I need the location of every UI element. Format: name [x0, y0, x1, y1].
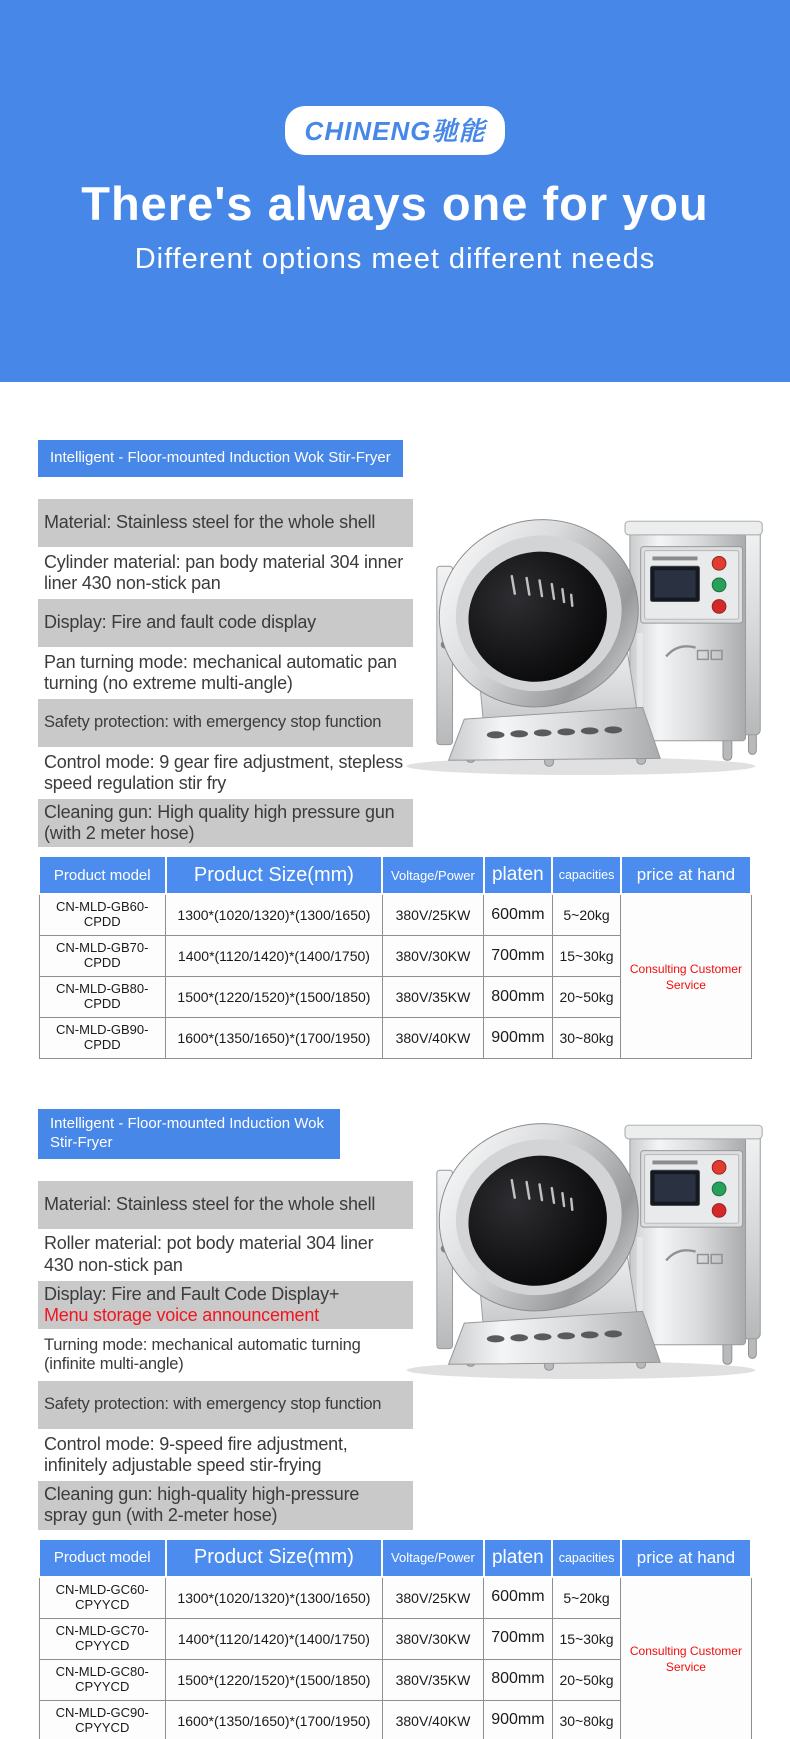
spec-row	[38, 1329, 413, 1381]
spec-text: Control mode: 9-speed fire adjustment, infinitely adjustable speed stir-frying	[44, 1433, 348, 1476]
brand-logo	[285, 106, 506, 155]
spec-text: Safety protection: with emergency stop function	[44, 1395, 382, 1414]
spec-row	[38, 799, 413, 847]
column-header: Product Size(mm)	[166, 1539, 383, 1577]
table-header-row	[39, 1539, 751, 1577]
column-header: Voltage/Power	[382, 1539, 483, 1577]
table-cell: 600mm	[484, 1577, 553, 1619]
table-cell: 380V/25KW	[382, 894, 483, 936]
table-cell: CN-MLD-GC80-CPYYCD	[39, 1659, 166, 1700]
price-cell: Consulting Customer Service	[621, 894, 751, 1059]
product-image-1	[380, 475, 772, 781]
table-cell: 800mm	[484, 1659, 553, 1700]
spec-row	[38, 1229, 413, 1281]
table-cell: 700mm	[484, 936, 553, 977]
hero-headline: There's always one for you	[81, 177, 709, 230]
spec-text: Material: Stainless steel for the whole shell	[44, 1194, 376, 1215]
column-header: platen	[484, 856, 553, 894]
hero-subheadline: Different options meet different needs	[134, 243, 656, 276]
table-cell: 380V/35KW	[382, 1659, 483, 1700]
product-section-2	[0, 1109, 790, 1739]
spec-table-2	[38, 1538, 752, 1739]
table-cell: 380V/30KW	[382, 1618, 483, 1659]
table-cell: 1400*(1120/1420)*(1400/1750)	[166, 936, 383, 977]
section-2-tag: Intelligent - Floor-mounted Induction Wok Stir-Fryer	[38, 1109, 340, 1159]
spec-text: Cleaning gun: high-quality high-pressure spray gun (with 2-meter hose)	[44, 1484, 360, 1526]
table-cell: 380V/25KW	[382, 1577, 483, 1619]
table-cell: 1300*(1020/1320)*(1300/1650)	[166, 1577, 383, 1619]
table-cell: 1600*(1350/1650)*(1700/1950)	[166, 1018, 383, 1059]
spec-text: Turning mode: mechanical automatic turning (infinite multi-angle)	[44, 1335, 361, 1374]
column-header: price at hand	[621, 856, 751, 894]
table-cell: CN-MLD-GB60-CPDD	[39, 894, 166, 936]
table-cell: 30~80kg	[552, 1700, 621, 1739]
product-section-1	[0, 440, 790, 1059]
column-header: Voltage/Power	[382, 856, 483, 894]
table-cell: 1500*(1220/1520)*(1500/1850)	[166, 977, 383, 1018]
spec-row	[38, 499, 413, 547]
spec-text: Material: Stainless steel for the whole shell	[44, 512, 376, 533]
spec-row	[38, 547, 413, 599]
table-cell: 380V/35KW	[382, 977, 483, 1018]
spec-text: Pan turning mode: mechanical automatic pan turning (no extreme multi-angle)	[44, 651, 397, 693]
column-header: price at hand	[621, 1539, 751, 1577]
table-cell: 800mm	[484, 977, 553, 1018]
table-cell: 5~20kg	[552, 1577, 621, 1619]
column-header: Product model	[39, 1539, 166, 1577]
table-cell: CN-MLD-GB90-CPDD	[39, 1018, 166, 1059]
table-cell: 20~50kg	[552, 1659, 621, 1700]
spec-list-2	[38, 1181, 413, 1530]
table-cell: 380V/40KW	[382, 1018, 483, 1059]
spec-text: Cylinder material: pan body material 304 inner liner 430 non-stick pan	[44, 551, 403, 593]
table-cell: 600mm	[484, 894, 553, 936]
column-header: Product Size(mm)	[166, 856, 383, 894]
spec-row	[38, 1429, 413, 1481]
spec-list-1	[38, 499, 413, 847]
column-header: capacities	[552, 1539, 621, 1577]
table-cell: 380V/40KW	[382, 1700, 483, 1739]
table-cell: 20~50kg	[552, 977, 621, 1018]
spec-row	[38, 1481, 413, 1529]
table-cell: CN-MLD-GB80-CPDD	[39, 977, 166, 1018]
spec-row	[38, 647, 413, 699]
table-cell: 900mm	[484, 1018, 553, 1059]
table-cell: 30~80kg	[552, 1018, 621, 1059]
table-cell: 1500*(1220/1520)*(1500/1850)	[166, 1659, 383, 1700]
spec-row	[38, 1281, 413, 1329]
spec-row	[38, 699, 413, 747]
table-cell: 700mm	[484, 1618, 553, 1659]
spec-text: Display: Fire and Fault Code Display+	[44, 1283, 340, 1304]
table-cell: 15~30kg	[552, 1618, 621, 1659]
section-1-tag: Intelligent - Floor-mounted Induction Wok Stir-Fryer	[38, 440, 403, 477]
spec-row	[38, 747, 413, 799]
table-cell: 15~30kg	[552, 936, 621, 977]
table-row	[39, 894, 751, 936]
spec-row	[38, 599, 413, 647]
spec-text: Roller material: pot body material 304 liner 430 non-stick pan	[44, 1233, 374, 1275]
spec-text: Display: Fire and fault code display	[44, 612, 316, 633]
table-cell: CN-MLD-GC70-CPYYCD	[39, 1618, 166, 1659]
hero-banner	[0, 0, 790, 382]
table-row	[39, 1577, 751, 1619]
column-header: platen	[484, 1539, 553, 1577]
spec-row	[38, 1381, 413, 1429]
table-cell: 380V/30KW	[382, 936, 483, 977]
spec-text: Control mode: 9 gear fire adjustment, stepless speed regulation stir fry	[44, 751, 403, 793]
price-cell: Consulting Customer Service	[621, 1577, 751, 1739]
table-cell: CN-MLD-GB70-CPDD	[39, 936, 166, 977]
table-cell: 1300*(1020/1320)*(1300/1650)	[166, 894, 383, 936]
spec-text: Safety protection: with emergency stop function	[44, 713, 382, 732]
table-cell: 900mm	[484, 1700, 553, 1739]
table-cell: 1600*(1350/1650)*(1700/1950)	[166, 1700, 383, 1739]
spec-text: Cleaning gun: High quality high pressure gun (with 2 meter hose)	[44, 801, 395, 843]
table-cell: CN-MLD-GC60-CPYYCD	[39, 1577, 166, 1619]
spec-text-highlight: Menu storage voice announcement	[44, 1304, 319, 1325]
column-header: Product model	[39, 856, 166, 894]
spec-row	[38, 1181, 413, 1229]
product-image-2	[380, 1079, 772, 1385]
table-cell: 5~20kg	[552, 894, 621, 936]
brand-logo-text: CHINENG驰能	[304, 116, 486, 146]
table-header-row	[39, 856, 751, 894]
table-cell: CN-MLD-GC90-CPYYCD	[39, 1700, 166, 1739]
column-header: capacities	[552, 856, 621, 894]
table-cell: 1400*(1120/1420)*(1400/1750)	[166, 1618, 383, 1659]
spec-table-1	[38, 855, 752, 1059]
